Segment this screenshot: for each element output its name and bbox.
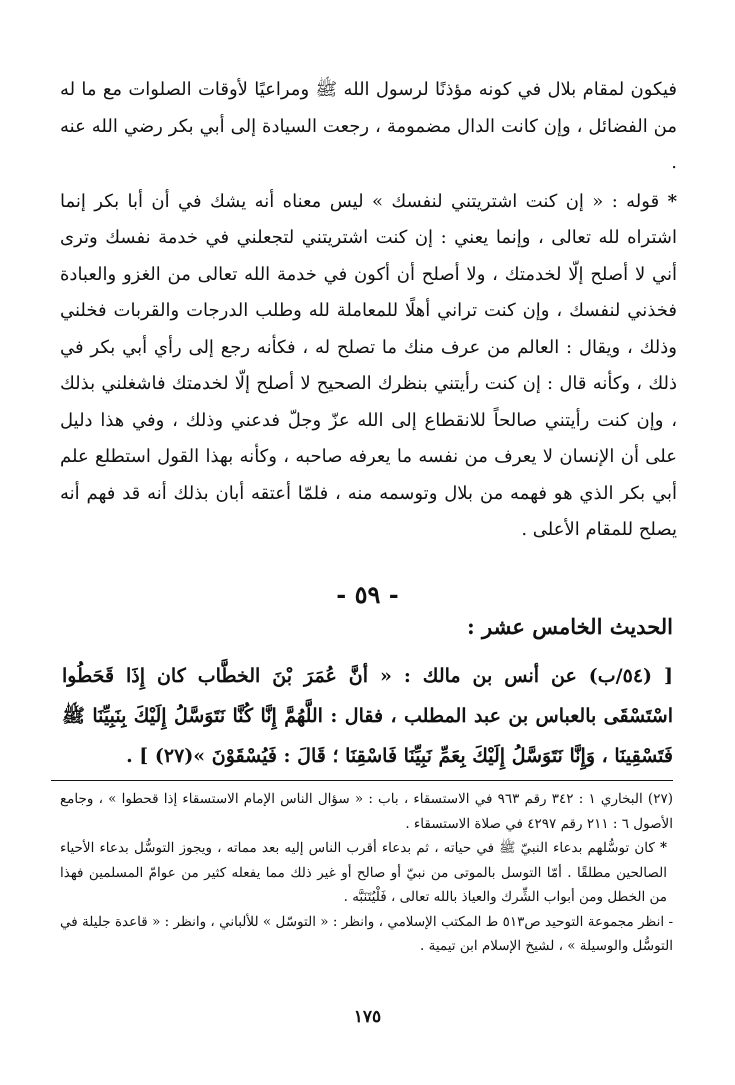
paragraph-2	[60, 184, 677, 549]
footnotes	[60, 787, 673, 959]
main-text	[60, 72, 677, 549]
section-heading: الحديث الخامس عشر :	[466, 614, 673, 639]
footnote-note	[60, 836, 673, 910]
manuscript-page-marker: - ٥٩ -	[336, 580, 399, 609]
footnote-note-text: كان توسُّلهم بدعاء النبيّ ﷺ في حياته ، ثم بدعاء أقرب الناس إليه بعد مماته ، ويجوز التوسُّل بدعاء الأحياء الصالحين مطلقًا . أمّا التوسل بالموتى من نبيّ أو صالح أو غير ذلك مما يفعله كثير من عوامّ المسلمين فهذا من الخطل ومن أبواب الشِّرك والعياذ بالله تعالى ، فَلْيُتَنَبَّه .	[60, 840, 667, 905]
asterisk-marker: *	[667, 190, 677, 212]
paragraph-2-text: قوله : « إن كنت اشتريتني لنفسك » ليس معناه أنه يشك في أن أبا بكر إنما اشتراه لله تعالى ، وإنما يعني : إن كنت اشتريتني لتجعلني في خدمة نفسك وترى أني لا أصلح إلّا لخدمتك ، ولا أصلح أن أكون في خدمة الله تعالى من الغزو والعبادة فخذني لنفسك ، وإن كنت تراني أهلًا للمعاملة لله وطلب الدرجات والقربات فخلني وذلك ، ويقال : العالم من عرف منك ما تصلح له ، فكأنه رجع إلى رأي أبي بكر في ذلك ، وكأنه قال : إن كنت رأيتني بنظرك الصحيح لا أصلح إلّا لخدمتك فاشغلني بذلك ، وإن كنت رأيتني صالحاً للانقطاع إلى الله عزّ وجلّ فدعني وذلك ، وفي هذا دليل على أن الإنسان لا يعرف من نفسه ما يعرفه صاحبه ، وكأنه بهذا القول استطلع علم أبي بكر الذي هو فهمه من بلال وتوسمه منه ، فلمّا أعتقه أبان بذلك أنه قد فهم أنه يصلح للمقام الأعلى .	[60, 190, 678, 540]
paragraph-1: فيكون لمقام بلال في كونه مؤذنًا لرسول الله ﷺ ومراعيًا لأوقات الصلوات مع ما له من الفضائل ، وإن كانت الدال مضمومة ، رجعت السيادة إلى أبي بكر رضي الله عنه .	[60, 79, 677, 173]
footnote-27: (٢٧) البخاري ١ : ٣٤٢ رقم ٩٦٣ في الاستسقاء ، باب : « سؤال الناس الإمام الاستسقاء إذا قحطوا » ، وجامع الأصول ٦ : ٢١١ رقم ٤٢٩٧ في صلاة الاستسقاء .	[60, 791, 673, 832]
hadith-paragraph: [ (٥٤/ب) عن أنس بن مالك : « أنَّ عُمَرَ بْنَ الخطَّاب كان إِذَا قَحَطُوا اسْتَسْقَى بالعباس بن عبد المطلب ، فقال : اللَّهُمَّ إِنَّا كُنَّا نَتَوَسَّلُ إِلَيْكَ بِنَبِيِّنَا ﷺ فَتَسْقِينَا ، وَإِنَّا نَتَوَسَّلُ إِلَيْكَ بِعَمِّ نَبِيِّنَا فَاسْقِنَا ؛ قَالَ : فَيُسْقَوْنَ »(٢٧) ] .	[62, 665, 673, 767]
hadith-text	[62, 656, 673, 776]
footnote-references: - انظر مجموعة التوحيد ص٥١٣ ط المكتب الإسلامي ، وانظر : « التوسّل » للألباني ، وانظر : « قاعدة جليلة في التوسُّل والوسيلة » ، لشيخ الإسلام ابن تيمية .	[60, 913, 673, 954]
page-number: ١٧٥	[353, 1007, 382, 1027]
footnote-divider	[51, 780, 673, 781]
note-asterisk: *	[659, 840, 667, 856]
